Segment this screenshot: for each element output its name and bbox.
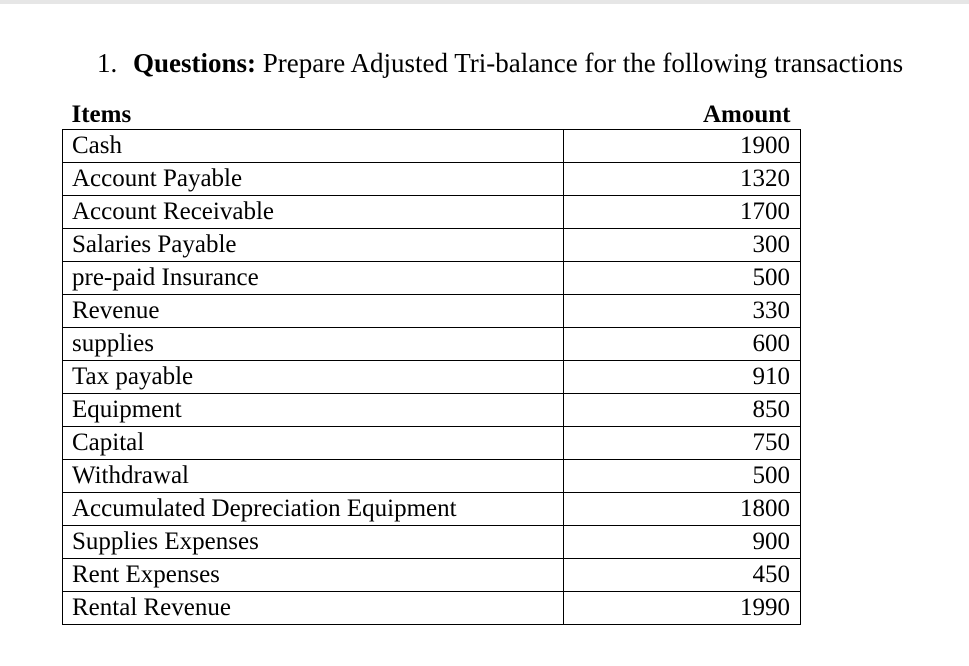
amount-cell: 1990 bbox=[564, 592, 801, 625]
amount-cell: 750 bbox=[564, 427, 801, 460]
question-label: Questions: bbox=[133, 48, 257, 78]
question-number: 1. bbox=[97, 48, 118, 78]
item-cell: Revenue bbox=[63, 295, 564, 328]
table-row bbox=[63, 196, 801, 229]
amount-cell: 600 bbox=[564, 328, 801, 361]
amount-cell: 500 bbox=[564, 262, 801, 295]
table-row bbox=[63, 229, 801, 262]
amount-cell: 1700 bbox=[564, 196, 801, 229]
item-cell: Equipment bbox=[63, 394, 564, 427]
item-cell: Account Payable bbox=[63, 163, 564, 196]
amount-cell: 900 bbox=[564, 526, 801, 559]
table-row bbox=[63, 163, 801, 196]
item-cell: supplies bbox=[63, 328, 564, 361]
table-row bbox=[63, 460, 801, 493]
table-row bbox=[63, 559, 801, 592]
item-cell: Cash bbox=[63, 130, 564, 163]
trial-balance-table bbox=[62, 97, 801, 625]
amount-cell: 450 bbox=[564, 559, 801, 592]
amount-cell: 910 bbox=[564, 361, 801, 394]
item-cell: pre-paid Insurance bbox=[63, 262, 564, 295]
item-cell: Account Receivable bbox=[63, 196, 564, 229]
item-cell: Capital bbox=[63, 427, 564, 460]
table-row bbox=[63, 262, 801, 295]
top-divider bbox=[0, 0, 969, 4]
table-row bbox=[63, 361, 801, 394]
table-row bbox=[63, 295, 801, 328]
item-cell: Salaries Payable bbox=[63, 229, 564, 262]
amount-cell: 1800 bbox=[564, 493, 801, 526]
amount-cell: 500 bbox=[564, 460, 801, 493]
item-cell: Tax payable bbox=[63, 361, 564, 394]
amount-cell: 1320 bbox=[564, 163, 801, 196]
question-text: Prepare Adjusted Tri-balance for the following transactions bbox=[262, 48, 904, 78]
amount-cell: 850 bbox=[564, 394, 801, 427]
question-heading bbox=[97, 46, 903, 80]
table-row bbox=[63, 130, 801, 163]
table-row bbox=[63, 394, 801, 427]
amount-cell: 1900 bbox=[564, 130, 801, 163]
amount-cell: 330 bbox=[564, 295, 801, 328]
table-row bbox=[63, 592, 801, 625]
item-cell: Accumulated Depreciation Equipment bbox=[63, 493, 564, 526]
amount-column-header: Amount bbox=[702, 101, 791, 128]
item-cell: Rent Expenses bbox=[63, 559, 564, 592]
items-column-header: Items bbox=[71, 101, 132, 128]
table-row bbox=[63, 526, 801, 559]
table-header-row bbox=[63, 97, 801, 130]
table-row bbox=[63, 328, 801, 361]
item-cell: Withdrawal bbox=[63, 460, 564, 493]
table-row bbox=[63, 427, 801, 460]
table-row bbox=[63, 493, 801, 526]
item-cell: Rental Revenue bbox=[63, 592, 564, 625]
amount-cell: 300 bbox=[564, 229, 801, 262]
item-cell: Supplies Expenses bbox=[63, 526, 564, 559]
